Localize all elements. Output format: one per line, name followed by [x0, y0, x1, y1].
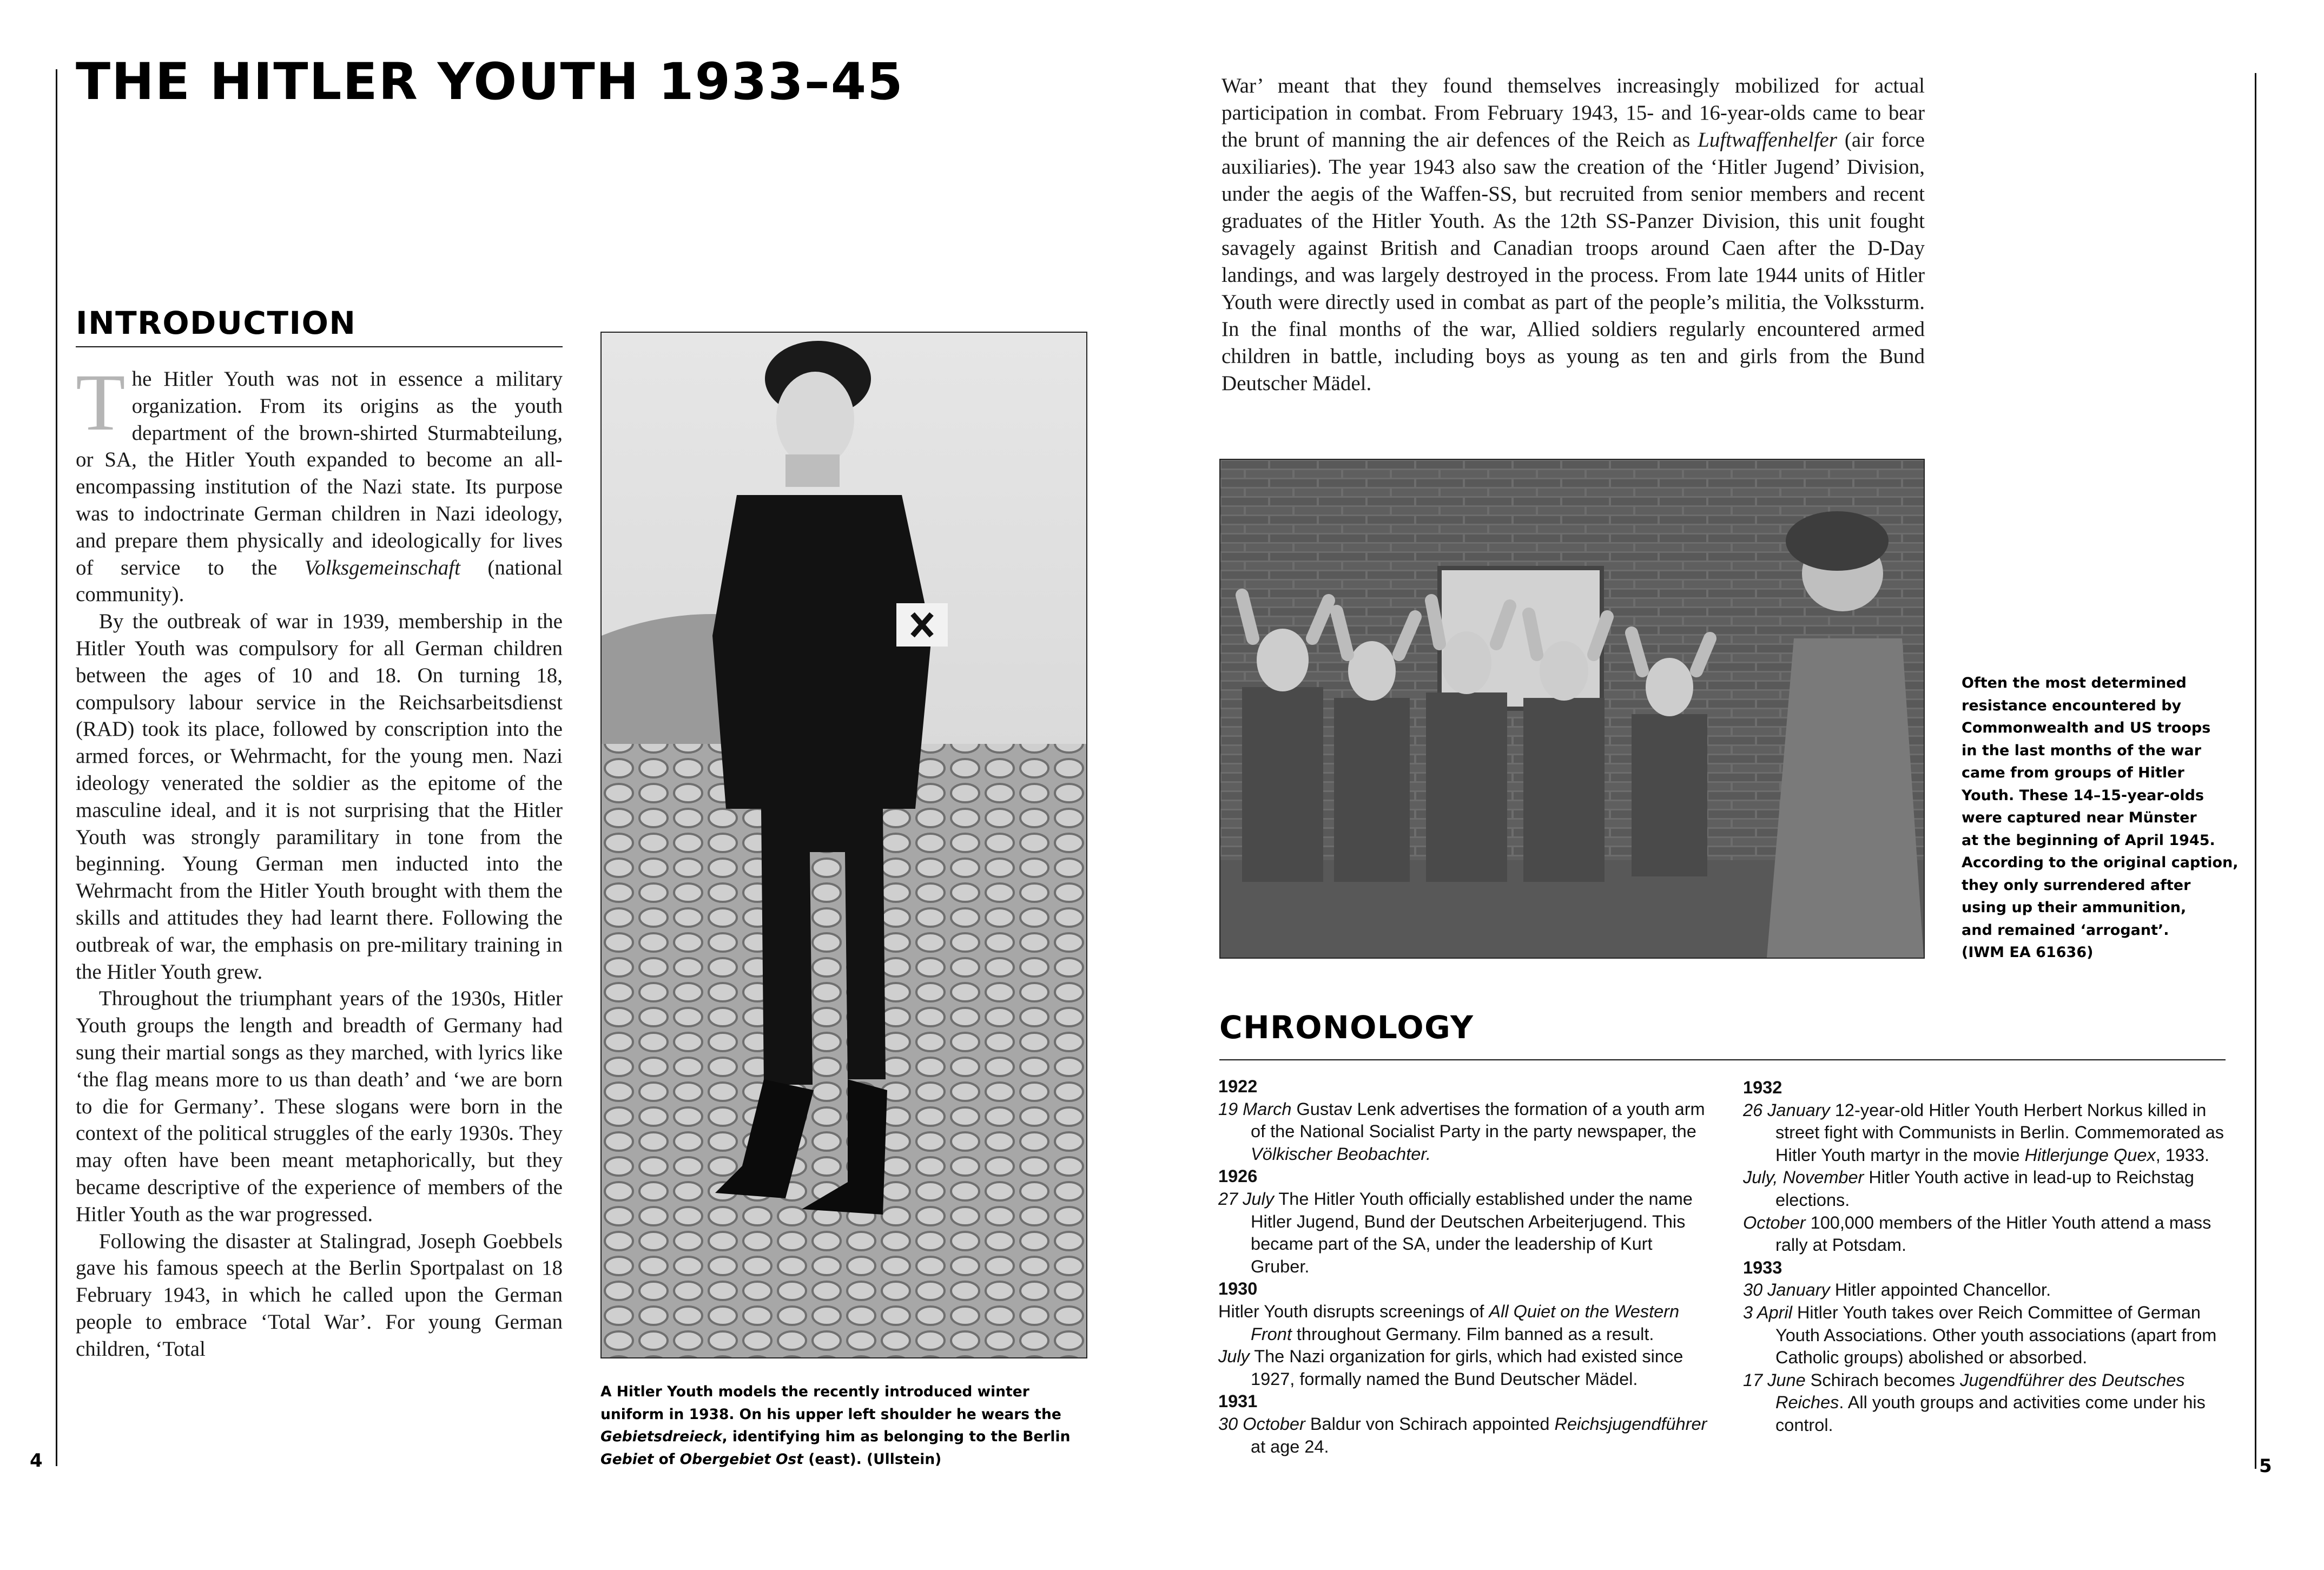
intro-paragraph-2: By the outbreak of war in 1939, membership in the Hitler Youth was compulsory for all German children between the ages of 10 and 18. On turning 18, compulsory labour service in the Reichsarbeitsdienst (RAD) took its place, followed by conscription into the armed forces, or Wehrmacht, for the young men. Nazi ideology venerated the soldier as the epitome of the masculine ideal, and it is not surprising that the Hitler Youth was strongly paramilitary in tone from the beginning. Young German men inducted into the Wehrmacht from the Hitler Youth brought with them the skills and attitudes they had learnt there. Following the outbreak of war, the emphasis on pre-military training in the Hitler Youth grew.: [76, 610, 563, 984]
intro-paragraph-1: The Hitler Youth was not in essence a military organization. From its origins as the youth department of the brown-shirted Sturmabteilung, or SA, the Hitler Youth expanded to become an all-encompassing institution of the Nazi state. Its purpose was to indoctrinate German children in Nazi ideology, and prepare them physically and ideologically for lives of service to the Volksgemeinschaft (national community).: [76, 358, 563, 606]
captured-youths-caption: [1962, 672, 2264, 964]
left-margin-rule: [56, 69, 57, 1466]
chronology-column-right: [1743, 1077, 2230, 1437]
page-number-left: 4: [30, 1450, 43, 1472]
chronology-entry: 17 June Schirach becomes Jugendführer des Deutsches Reiches. All youth groups and activities come under his control.: [1743, 1370, 2206, 1435]
intro-paragraph-3: Throughout the triumphant years of the 1930s, Hitler Youth groups the length and breadth of Germany had sung their martial songs as they marched, with lyrics like ‘the flag means more to us than death’ and ‘we are born to die for Germany’. These slogans were born in the context of the political struggles of the early 1930s. They may often have been meant metaphorically, but they became descriptive of the experience of members of the Hitler Youth as the war progressed.: [76, 987, 563, 1226]
introduction-rule: [76, 346, 563, 347]
caption-line: Gebiet of Obergebiet Ost (east). (Ullstein): [600, 1450, 942, 1468]
caption-line: Commonwealth and US troops: [1962, 720, 2211, 736]
chronology-year: 1926: [1218, 1166, 1258, 1186]
continued-paragraph: War’ meant that they found themselves increasingly mobilized for actual participation in combat. From February 1943, 15- and 16-year-olds came to bear the brunt of manning the air defences of the Reich as Luftwaffenhelfer (air force auxiliaries). The year 1943 also saw the creation of the ‘Hitler Jugend’ Division, under the aegis of the Waffen-SS, but recruited from senior members and recent graduates of the Hitler Youth. As the 12th SS-Panzer Division, this unit fought savagely against British and Canadian troops around Caen after the D-Day landings, and was largely destroyed in the process. From late 1944 units of Hitler Youth were directly used in combat as part of the people’s militia, the Volkssturm. In the final months of the war, Allied soldiers regularly encountered armed children in battle, including boys as young as ten and girls from the Bund Deutscher Mädel.: [1222, 74, 1925, 395]
caption-line: they only surrendered after: [1962, 876, 2191, 894]
chronology-year: 1931: [1218, 1391, 1258, 1411]
chronology-entry: 27 July The Hitler Youth officially established under the name Hitler Jugend, Bund der Deutschen Arbeiterjugend. This became part of the SA, under the leadership of Kurt Gruber.: [1218, 1189, 1693, 1276]
chronology-entry: 19 March Gustav Lenk advertises the formation of a youth arm of the National Socialist Party in the party newspaper, the Völkischer Beobachter.: [1218, 1099, 1705, 1164]
caption-line: and remained ‘arrogant’.: [1962, 921, 2169, 939]
introduction-text: [76, 358, 563, 1362]
caption-line: Gebietsdreieck, identifying him as belonging to the Berlin: [600, 1428, 1071, 1445]
chronology-year: 1933: [1743, 1257, 1782, 1277]
chronology-rule: [1219, 1059, 2226, 1060]
captured-youths-photo: [1219, 459, 1925, 959]
caption-line: came from groups of Hitler: [1962, 764, 2184, 781]
chronology-entry: 26 January 12-year-old Hitler Youth Herbert Norkus killed in street fight with Communists in Berlin. Commemorated as Hitler Youth martyr in the movie Hitlerjunge Quex, 1933.: [1743, 1100, 2224, 1165]
caption-line: Often the most determined: [1962, 675, 2187, 691]
caption-line: (IWM EA 61636): [1962, 944, 2094, 961]
chronology-heading: CHRONOLOGY: [1219, 1009, 1474, 1046]
caption-line: using up their ammunition,: [1962, 899, 2187, 916]
chronology-entry: 30 October Baldur von Schirach appointed Reichsjugendführer at age 24.: [1218, 1414, 1707, 1456]
caption-line: were captured near Münster: [1962, 809, 2197, 826]
chronology-column-left: [1218, 1076, 1711, 1458]
intro-paragraph-4: Following the disaster at Stalingrad, Joseph Goebbels gave his famous speech at the Berlin Sportpalast on 18 February 1943, in which he called upon the German people to embrace ‘Total War’. For young German children, ‘Total: [76, 1229, 563, 1361]
captured-youths-illustration: [1220, 460, 1924, 958]
continued-text: [1222, 72, 1925, 397]
page-number-right: 5: [2259, 1455, 2272, 1477]
chronology-entry: 3 April Hitler Youth takes over Reich Committee of German Youth Associations. Other youth associations (apart from Catholic groups) abolished or absorbed.: [1743, 1302, 2217, 1368]
chronology-year: 1932: [1743, 1078, 1782, 1097]
page-title: THE HITLER YOUTH 1933–45: [76, 52, 904, 111]
drop-cap: T: [76, 358, 126, 447]
caption-line: at the beginning of April 1945.: [1962, 832, 2215, 849]
portrait-photo-caption: [600, 1381, 1077, 1470]
caption-line: Youth. These 14–15-year-olds: [1962, 787, 2204, 804]
chronology-entry: Hitler Youth disrupts screenings of All Quiet on the Western Front throughout Germany. Film banned as a result.: [1218, 1301, 1680, 1344]
chronology-year: 1922: [1218, 1077, 1258, 1096]
caption-line: in the last months of the war: [1962, 742, 2202, 759]
caption-line: resistance encountered by: [1962, 697, 2182, 714]
chronology-entry: July The Nazi organization for girls, which had existed since 1927, formally named the Bund Deutscher Mädel.: [1218, 1347, 1683, 1389]
chronology-entry: 30 January Hitler appointed Chancellor.: [1743, 1280, 2051, 1300]
chronology-year: 1930: [1218, 1279, 1258, 1299]
chronology-entry: October 100,000 members of the Hitler Youth attend a mass rally at Potsdam.: [1743, 1212, 2211, 1255]
introduction-heading: INTRODUCTION: [76, 305, 356, 341]
caption-line: A Hitler Youth models the recently introduced winter: [600, 1383, 1029, 1400]
hitler-youth-portrait-photo: [600, 332, 1087, 1358]
chronology-entry: July, November Hitler Youth active in lead-up to Reichstag elections.: [1743, 1167, 2195, 1210]
caption-line: According to the original caption,: [1962, 854, 2239, 871]
portrait-illustration: [602, 333, 1086, 1357]
caption-line: uniform in 1938. On his upper left shoulder he wears the: [600, 1406, 1061, 1423]
